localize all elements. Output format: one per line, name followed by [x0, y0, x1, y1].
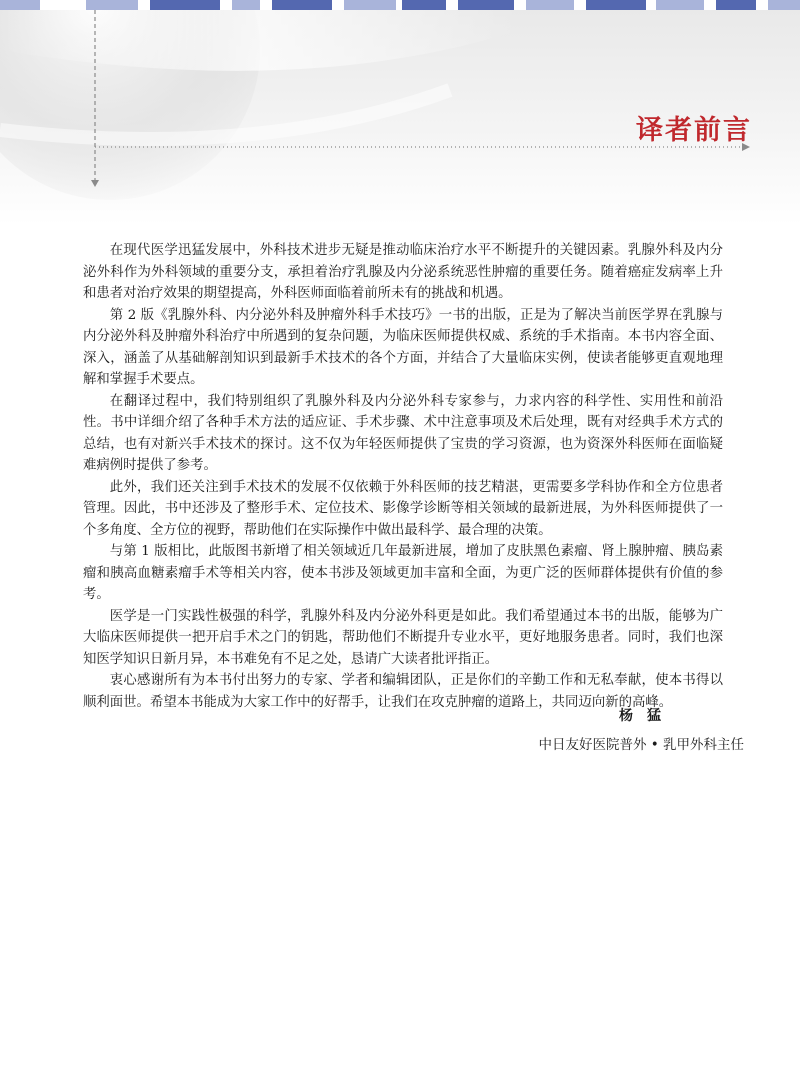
signature-affiliation: 中日友好医院普外 • 乳甲外科主任 [538, 737, 744, 753]
preface-body [83, 240, 723, 713]
paragraph-6: 医学是一门实践性极强的科学，乳腺外科及内分泌外科更是如此。我们希望通过本书的出版，能够为广大临床医师提供一把开启手术之门的钥匙，帮助他们不断提升专业水平，更好地服务患者。同时，我们也深知医学知识日新月异，本书难免有不足之处，恳请广大读者批评指正。 [83, 608, 723, 667]
paragraph-3: 在翻译过程中，我们特别组织了乳腺外科及内分泌外科专家参与，力求内容的科学性、实用性和前沿性。书中详细介绍了各种手术方法的适应证、手术步骤、术中注意事项及术后处理，既有对经典手术方式的总结，也有对新兴手术技术的探讨。这不仅为年轻医师提供了宝贵的学习资源，也为资深外科医师在面临疑难病例时提供了参考。 [83, 393, 723, 473]
paragraph-1: 在现代医学迅猛发展中，外科技术进步无疑是推动临床治疗水平不断提升的关键因素。乳腺外科及内分泌外科作为外科领域的重要分支，承担着治疗乳腺及内分泌系统恶性肿瘤的重要任务。随着癌症发病率上升和患者对治疗效果的期望提高，外科医师面临着前所未有的挑战和机遇。 [83, 243, 723, 301]
paragraph-5: 与第 1 版相比，此版图书新增了相关领域近几年最新进展，增加了皮肤黑色素瘤、肾上腺肿瘤、胰岛素瘤和胰高血糖素瘤手术等相关内容，使本书涉及领域更加丰富和全面，为更广泛的医师群体提供有价值的参考。 [83, 544, 723, 602]
paragraph-4: 此外，我们还关注到手术技术的发展不仅依赖于外科医师的技艺精湛，更需要多学科协作和全方位患者管理。因此，书中还涉及了整形手术、定位技术、影像学诊断等相关领域的最新进展，为外科医师提供了一个多角度、全方位的视野，帮助他们在实际操作中做出最科学、最合理的决策。 [83, 479, 723, 538]
top-color-strip [0, 0, 800, 10]
paragraph-2: 第 2 版《乳腺外科、内分泌外科及肿瘤外科手术技巧》一书的出版，正是为了解决当前医学界在乳腺与内分泌外科及肿瘤外科治疗中所遇到的复杂问题，为临床医师提供权威、系统的手术指南。本书内容全面、深入，涵盖了从基础解剖知识到最新手术技术的各个方面，并结合了大量临床实例，使读者能够更直观地理解和掌握手术要点。 [83, 307, 723, 387]
page-title: 译者前言 [636, 115, 752, 146]
paragraph-7: 衷心感谢所有为本书付出努力的专家、学者和编辑团队，正是你们的辛勤工作和无私奉献，使本书得以顺利面世。希望本书能成为大家工作中的好帮手，让我们在攻克肿瘤的道路上，共同迈向新的高峰。 [83, 673, 723, 710]
signature-name: 杨猛 [619, 708, 675, 724]
